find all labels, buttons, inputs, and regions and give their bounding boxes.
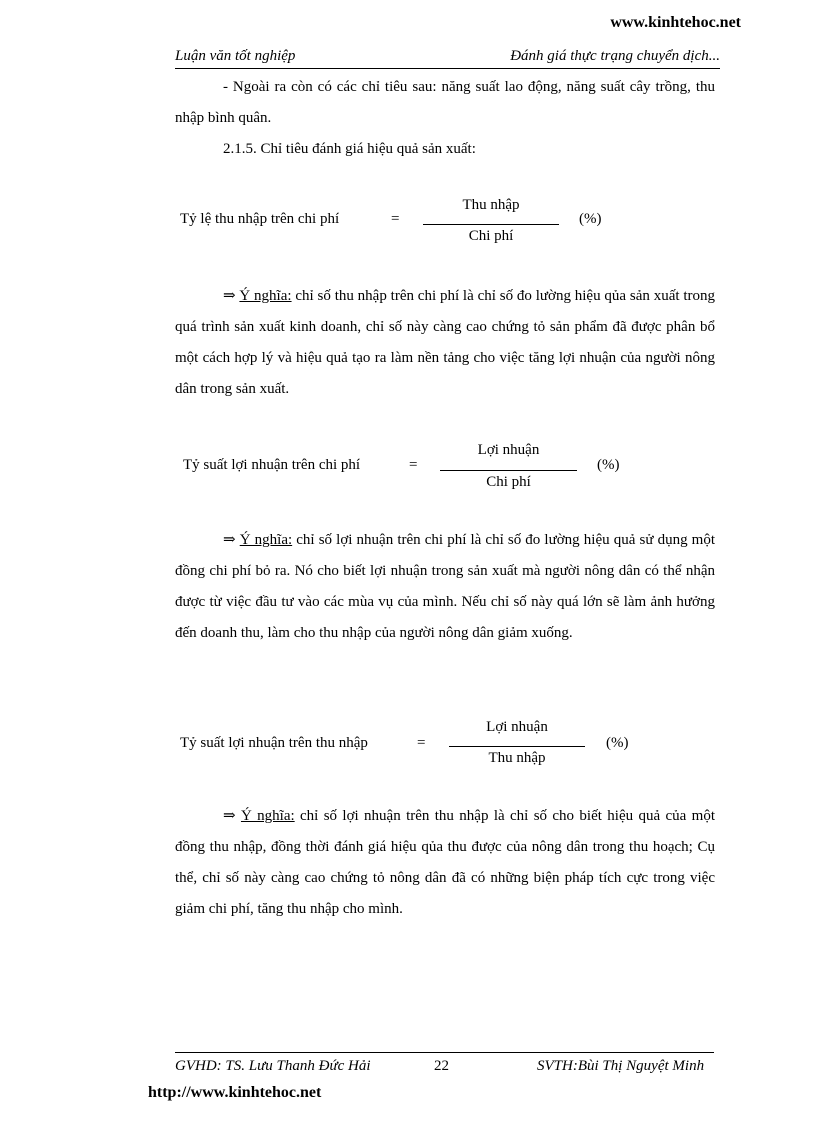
meaning-3-paragraph xyxy=(175,801,715,925)
header-right-title: Đánh giá thực trạng chuyển dịch... xyxy=(510,48,720,64)
formula-1-numerator: Thu nhập xyxy=(462,197,520,213)
section-heading: 2.1.5. Chỉ tiêu đánh giá hiệu quả sản xuất: xyxy=(223,141,476,157)
meaning-2-paragraph xyxy=(175,525,715,649)
formula-2-unit: (%) xyxy=(597,457,620,473)
formula-3-denominator: Thu nhập xyxy=(488,750,546,766)
formula-3-unit: (%) xyxy=(606,735,629,751)
formula-3-fraction-line xyxy=(449,746,585,747)
site-header-url: www.kinhtehoc.net xyxy=(610,14,741,31)
site-footer-url[interactable]: http://www.kinhtehoc.net xyxy=(148,1084,322,1101)
implies-arrow: ⇒ xyxy=(223,288,236,304)
formula-1-label: Tỷ lệ thu nhập trên chi phí xyxy=(180,211,340,227)
formula-1-equals: = xyxy=(391,211,400,227)
formula-3-numerator: Lợi nhuận xyxy=(486,719,548,735)
meaning-1-block xyxy=(175,281,715,405)
footer-rule xyxy=(175,1052,714,1053)
formula-1-unit: (%) xyxy=(579,211,602,227)
intro-block xyxy=(175,72,715,165)
meaning-label: Ý nghĩa: xyxy=(239,288,292,304)
formula-1-denominator: Chi phí xyxy=(468,228,514,244)
intro-paragraph: - Ngoài ra còn có các chỉ tiêu sau: năng suất lao động, năng suất cây trồng, thu nhập bình quân. xyxy=(175,79,715,126)
formula-2-equals: = xyxy=(409,457,418,473)
meaning-label: Ý nghĩa: xyxy=(240,808,295,824)
footer-advisor: GVHD: TS. Lưu Thanh Đức Hải xyxy=(175,1058,371,1074)
meaning-2-block xyxy=(175,525,715,649)
meaning-3-block xyxy=(175,801,715,925)
meaning-text: chỉ số thu nhập trên chi phí là chỉ số đo lường hiệu qủa sản xuất trong quá trình sản xuất kinh doanh, chỉ số này càng cao chứng tỏ sản phẩm đã được phân bổ một cách hợp lý và hiệu quả tạo ra làm nền tảng cho việc tăng lợi nhuận của người nông dân trong sản xuất. xyxy=(175,288,716,397)
meaning-text: chỉ số lợi nhuận trên thu nhập là chỉ số cho biết hiệu quả của một đồng thu nhập, đồng thời đánh giá hiệu qủa thu được của nông dân trong thu hoạch; Cụ thể, chỉ số này càng cao chứng tỏ nông dân đã có những biện pháp tích cực trong việc giảm chi phí, tăng thu nhập cho mình. xyxy=(175,808,716,917)
header-left-title: Luận văn tốt nghiệp xyxy=(175,48,296,64)
formula-2-fraction-line xyxy=(440,470,577,471)
formula-2-denominator: Chi phí xyxy=(486,474,531,490)
formula-2-numerator: Lợi nhuận xyxy=(477,442,540,458)
running-header xyxy=(175,48,720,69)
formula-3-label: Tỷ suất lợi nhuận trên thu nhập xyxy=(180,735,368,751)
formula-3-equals: = xyxy=(417,735,426,751)
meaning-1-paragraph xyxy=(175,281,715,405)
page-number: 22 xyxy=(434,1058,449,1074)
implies-arrow: ⇒ xyxy=(223,808,236,824)
footer-student: SVTH:Bùi Thị Nguyệt Minh xyxy=(537,1058,705,1074)
formula-2-label: Tỷ suất lợi nhuận trên chi phí xyxy=(183,457,361,473)
implies-arrow: ⇒ xyxy=(223,532,236,548)
formula-1-fraction-line xyxy=(423,224,559,225)
meaning-label: Ý nghĩa: xyxy=(239,532,293,548)
meaning-text: chỉ số lợi nhuận trên chi phí là chỉ số đo lường hiệu quả sử dụng một đồng chi phí bỏ ra. Nó cho biết lợi nhuận trong sản xuất mà người nông dân có thể nhận được từ việc đầu tư vào các mùa vụ của mình. Nếu chỉ số này quá lớn sẽ làm ảnh hưởng đến doanh thu, làm cho thu nhập của người nông dân giảm xuống. xyxy=(175,532,716,641)
